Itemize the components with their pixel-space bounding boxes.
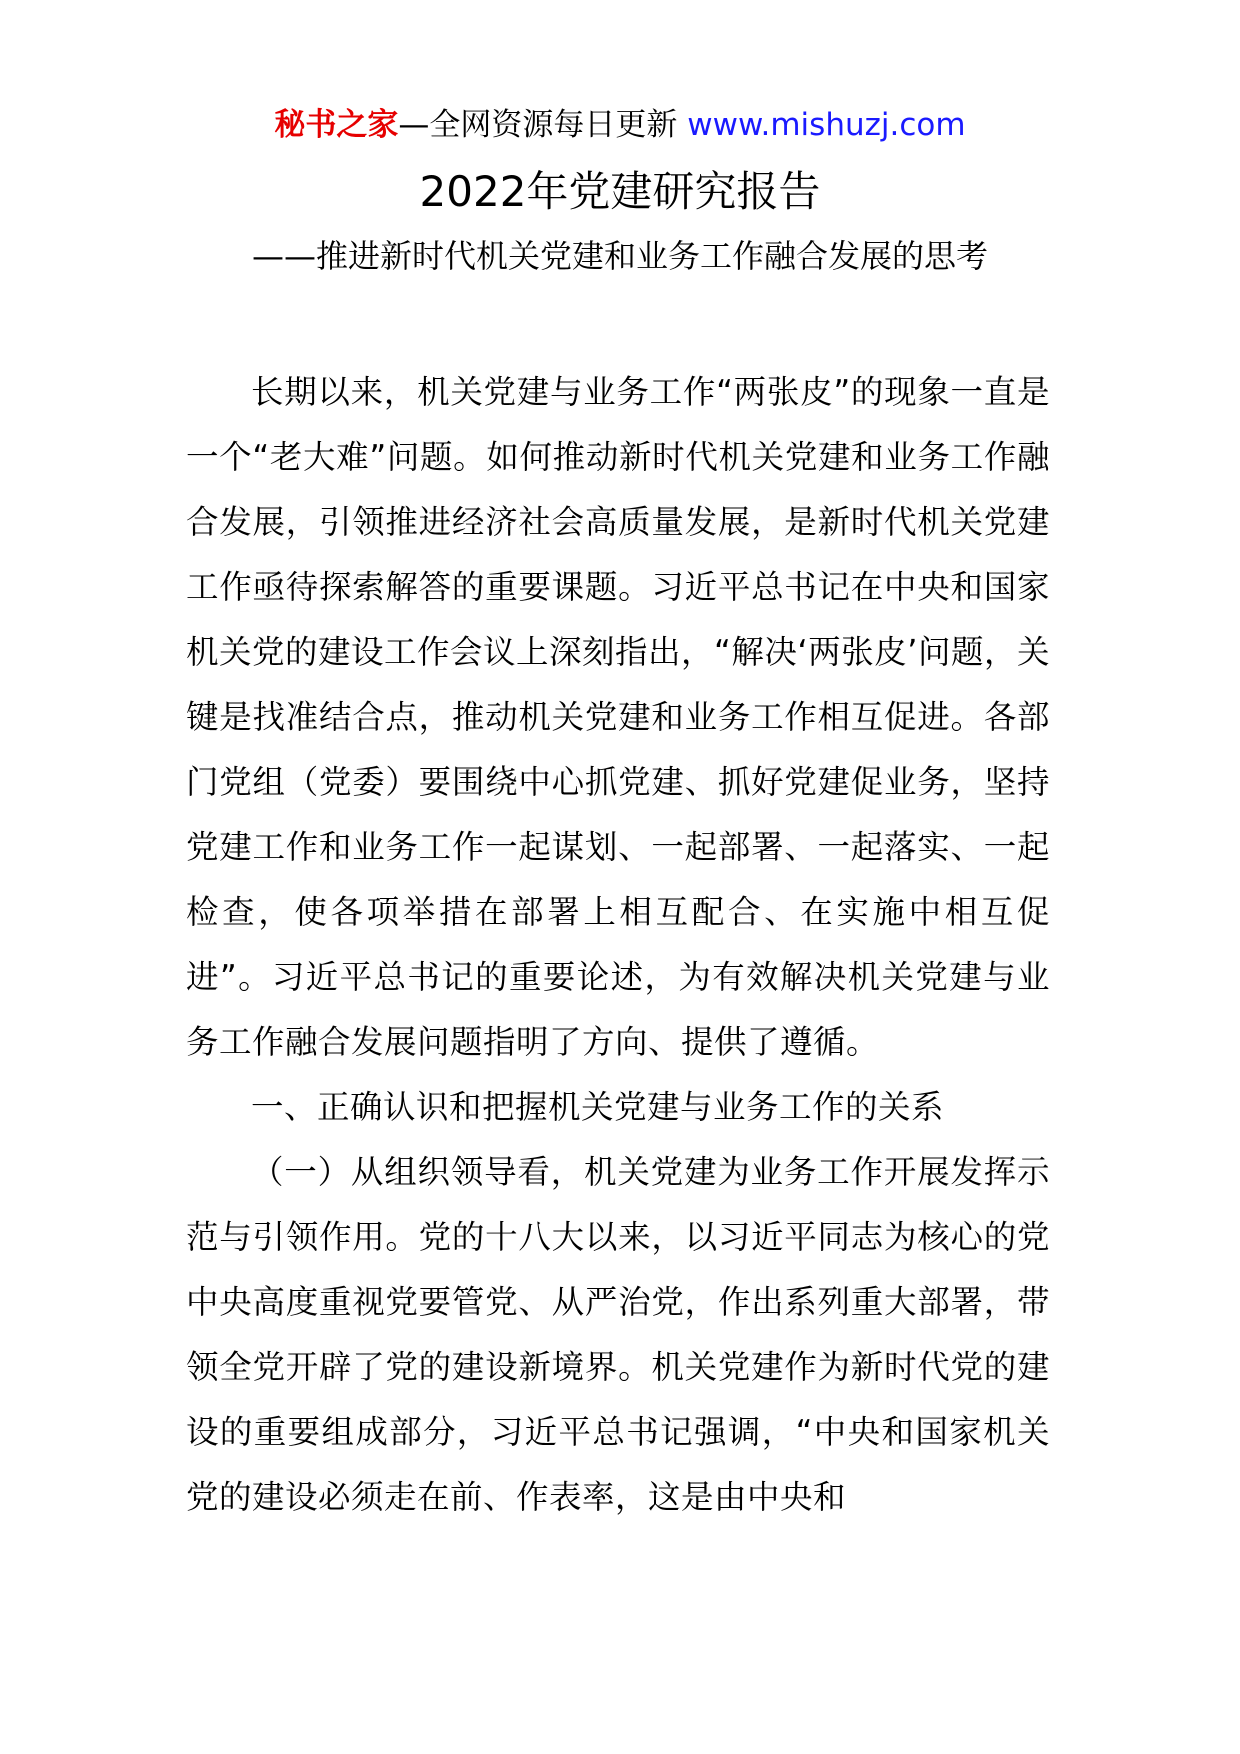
document-body (186, 360, 1050, 1530)
intro-paragraph: 长期以来，机关党建与业务工作“两张皮”的现象一直是一个“老大难”问题。如何推动新时代机关党建和业务工作融合发展，引领推进经济社会高质量发展，是新时代机关党建工作亟待探索解答的重要课题。习近平总书记在中央和国家机关党的建设工作会议上深刻指出，“解决‘两张皮’问题，关键是找准结合点，推动机关党建和业务工作相互促进。各部门党组（党委）要围绕中心抓党建、抓好党建促业务，坚持党建工作和业务工作一起谋划、一起部署、一起落实、一起检查，使各项举措在部署上相互配合、在实施中相互促进”。习近平总书记的重要论述，为有效解决机关党建与业务工作融合发展问题指明了方向、提供了遵循。 (186, 373, 1050, 1061)
document-title: 2022年党建研究报告 (419, 167, 821, 216)
section-paragraph: （一）从组织领导看，机关党建为业务工作开展发挥示范与引领作用。党的十八大以来，以习近平同志为核心的党中央高度重视党要管党、从严治党，作出系列重大部署，带领全党开辟了党的建设新境界。机关党建作为新时代党的建设的重要组成部分，习近平总书记强调，“中央和国家机关党的建设必须走在前、作表率，这是由中央和 (186, 1153, 1050, 1516)
section-heading: 一、正确认识和把握机关党建与业务工作的关系 (251, 1088, 945, 1126)
site-header (0, 103, 1240, 147)
site-tagline: —全网资源每日更新 (398, 107, 688, 143)
site-url-link[interactable]: www.mishuzj.com (687, 107, 966, 143)
document-subtitle: ——推进新时代机关党建和业务工作融合发展的思考 (251, 237, 988, 275)
site-brand: 秘书之家 (274, 107, 399, 143)
